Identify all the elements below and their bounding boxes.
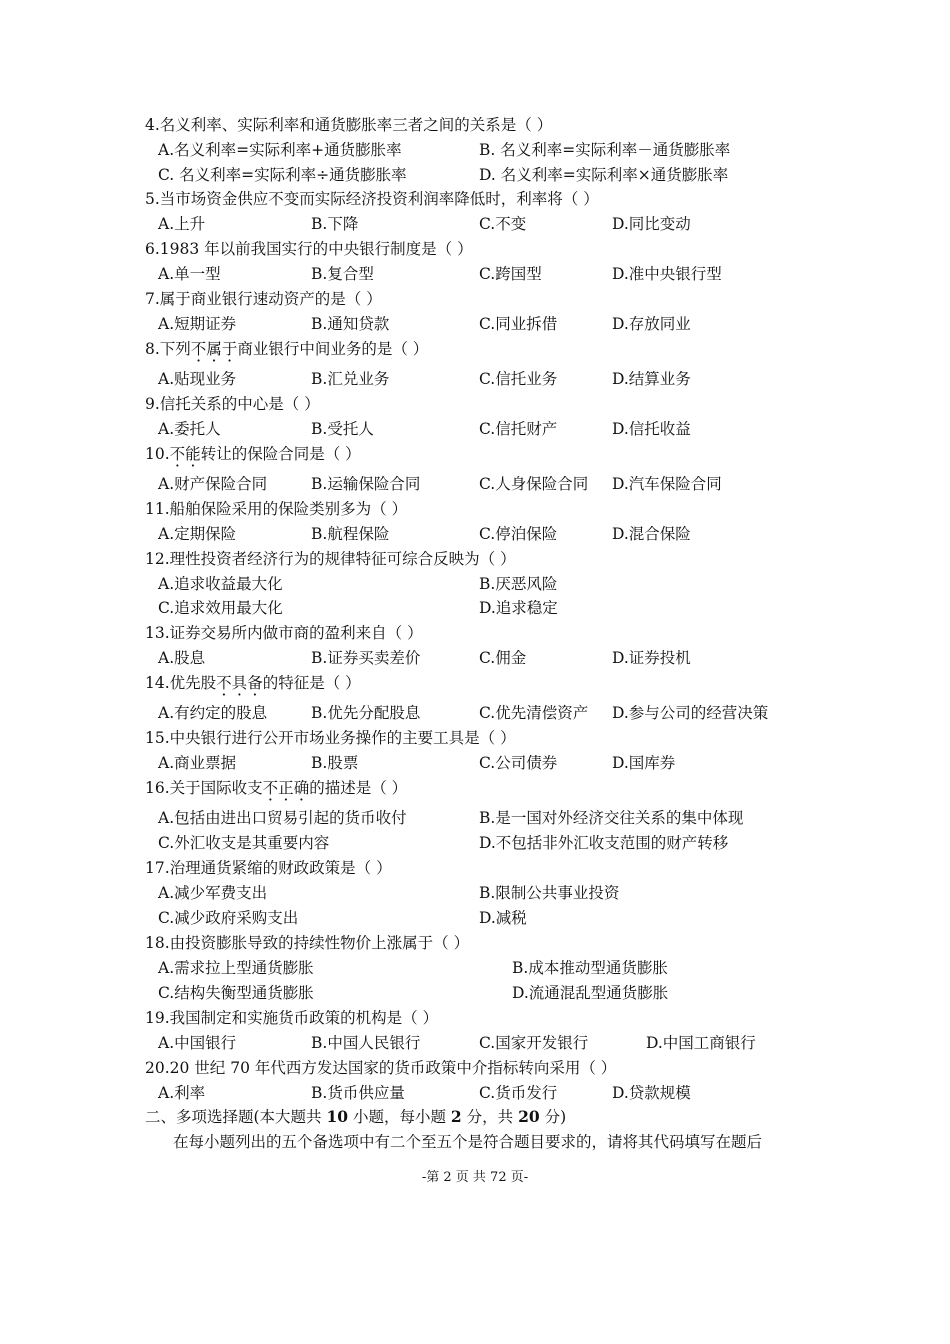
question-9-option-a: A.委托人 — [158, 420, 221, 438]
question-18-option-c: C.结构失衡型通货膨胀 — [158, 984, 314, 1002]
stem-text: 的特征是（ ） — [262, 674, 361, 692]
stem-text: 14.优先股 — [145, 674, 217, 692]
question-4-option-c: C. 名义利率=实际利率÷通货膨胀率 — [158, 166, 407, 184]
question-8-option-d: D.结算业务 — [612, 370, 691, 388]
question-19-option-d: D.中国工商银行 — [646, 1034, 756, 1052]
question-14-option-b: B.优先分配股息 — [311, 704, 421, 722]
question-8-option-c: C.信托业务 — [479, 370, 558, 388]
question-20-option-a: A.利率 — [158, 1084, 206, 1102]
question-14-stem — [145, 673, 361, 693]
question-4-option-a: A.名义利率=实际利率+通货膨胀率 — [158, 141, 402, 159]
question-18-stem: 18.由投资膨胀导致的持续性物价上涨属于（ ） — [145, 934, 470, 952]
section-instruction: 在每小题列出的五个备选项中有二个至五个是符合题目要求的，请将其代码填写在题后 — [173, 1133, 763, 1151]
question-20-option-d: D.贷款规模 — [612, 1084, 691, 1102]
stem-text: 8.下列 — [145, 340, 191, 358]
question-17-option-d: D.减税 — [479, 909, 527, 927]
question-7-option-c: C.同业拆借 — [479, 315, 558, 333]
emphasis-char: 属 — [206, 340, 222, 358]
question-13-option-a: A.股息 — [158, 649, 206, 667]
question-11-option-d: D.混合保险 — [612, 525, 691, 543]
emphasis-char: 不 — [216, 674, 232, 692]
question-4-option-d: D. 名义利率=实际利率×通货膨胀率 — [479, 166, 729, 184]
question-8-stem — [145, 339, 428, 359]
heading-text: 小题，每小题 — [348, 1108, 451, 1126]
question-6-option-b: B.复合型 — [311, 265, 374, 283]
emphasis-char: 确 — [293, 779, 310, 797]
emphasis-char: 正 — [278, 779, 294, 797]
emphasis-char: 具 — [231, 674, 248, 692]
question-20-option-b: B.货币供应量 — [311, 1084, 405, 1102]
question-20-stem: 20.20 世纪 70 年代西方发达国家的货币政策中介指标转向采用（ ） — [145, 1059, 617, 1077]
question-5-option-b: B.下降 — [311, 215, 359, 233]
question-19-option-c: C.国家开发银行 — [479, 1034, 589, 1052]
stem-text: 转让的保险合同是（ ） — [200, 445, 361, 463]
question-15-option-b: B.股票 — [311, 754, 359, 772]
question-9-option-b: B.受托人 — [311, 420, 374, 438]
question-19-stem: 19.我国制定和实施货币政策的机构是（ ） — [145, 1009, 439, 1027]
stem-text: 10. — [145, 445, 170, 463]
question-9-option-c: C.信托财产 — [479, 420, 558, 438]
question-10-option-c: C.人身保险合同 — [479, 475, 589, 493]
emphasis-char: 能 — [185, 445, 201, 463]
question-16-option-a: A.包括由进出口贸易引起的货币收付 — [158, 809, 407, 827]
question-7-option-b: B.通知贷款 — [311, 315, 390, 333]
question-6-option-d: D.准中央银行型 — [612, 265, 722, 283]
page-footer: -第 2 页 共 72 页- — [421, 1170, 529, 1185]
question-11-option-c: C.停泊保险 — [479, 525, 558, 543]
question-15-stem: 15.中央银行进行公开市场业务操作的主要工具是（ ） — [145, 729, 516, 747]
question-13-option-d: D.证券投机 — [612, 649, 691, 667]
question-10-option-d: D.汽车保险合同 — [612, 475, 722, 493]
stem-text: 商业银行中间业务的是（ ） — [237, 340, 429, 358]
question-18-option-d: D.流通混乱型通货膨胀 — [512, 984, 669, 1002]
question-6-option-c: C.跨国型 — [479, 265, 542, 283]
question-4-stem: 4.名义利率、实际利率和通货膨胀率三者之间的关系是（ ） — [145, 116, 553, 134]
heading-number: 10 — [326, 1107, 349, 1126]
question-13-option-c: C.佣金 — [479, 649, 527, 667]
emphasis-char: 不 — [262, 779, 279, 797]
question-16-stem — [145, 778, 407, 798]
heading-text: 分，共 — [461, 1108, 519, 1126]
question-20-option-c: C.货币发行 — [479, 1084, 558, 1102]
question-17-option-b: B.限制公共事业投资 — [479, 884, 620, 902]
question-16-option-b: B.是一国对外经济交往关系的集中体现 — [479, 809, 744, 827]
question-7-option-a: A.短期证券 — [158, 315, 237, 333]
question-7-stem: 7.属于商业银行速动资产的是（ ） — [145, 290, 382, 308]
question-4-option-b: B. 名义利率=实际利率－通货膨胀率 — [479, 141, 731, 159]
stem-text: 的描述是（ ） — [309, 779, 408, 797]
question-15-option-d: D.国库券 — [612, 754, 676, 772]
question-12-stem: 12.理性投资者经济行为的规律特征可综合反映为（ ） — [145, 550, 516, 568]
question-13-stem: 13.证券交易所内做市商的盈利来自（ ） — [145, 624, 423, 642]
question-17-option-a: A.减少军费支出 — [158, 884, 268, 902]
question-18-option-b: B.成本推动型通货膨胀 — [512, 959, 668, 977]
question-10-option-b: B.运输保险合同 — [311, 475, 421, 493]
stem-text: 16.关于国际收支 — [145, 779, 263, 797]
question-5-stem: 5.当市场资金供应不变而实际经济投资利润率降低时，利率将（ ） — [145, 190, 599, 208]
question-12-option-d: D.追求稳定 — [479, 599, 558, 617]
question-19-option-a: A.中国银行 — [158, 1034, 237, 1052]
question-11-stem: 11.船舶保险采用的保险类别多为（ ） — [145, 500, 408, 518]
question-8-option-a: A.贴现业务 — [158, 370, 237, 388]
question-14-option-a: A.有约定的股息 — [158, 704, 268, 722]
question-16-option-d: D.不包括非外汇收支范围的财产转移 — [479, 834, 729, 852]
question-18-option-a: A.需求拉上型通货膨胀 — [158, 959, 314, 977]
heading-text: 二、多项选择题(本大题共 — [145, 1108, 327, 1126]
emphasis-char: 备 — [247, 674, 263, 692]
question-19-option-b: B.中国人民银行 — [311, 1034, 421, 1052]
question-5-option-a: A.上升 — [158, 215, 206, 233]
question-6-option-a: A.单一型 — [158, 265, 221, 283]
heading-number: 20 — [518, 1107, 540, 1126]
question-5-option-d: D.同比变动 — [612, 215, 691, 233]
emphasis-char: 于 — [221, 340, 238, 358]
heading-number: 2 — [450, 1107, 462, 1126]
question-17-option-c: C.减少政府采购支出 — [158, 909, 299, 927]
question-6-stem: 6.1983 年以前我国实行的中央银行制度是（ ） — [145, 240, 473, 258]
question-9-stem: 9.信托关系的中心是（ ） — [145, 395, 320, 413]
question-14-option-d: D.参与公司的经营决策 — [612, 704, 769, 722]
question-12-option-c: C.追求效用最大化 — [158, 599, 283, 617]
emphasis-char: 不 — [190, 340, 207, 358]
heading-text: 分) — [539, 1108, 567, 1126]
question-17-stem: 17.治理通货紧缩的财政政策是（ ） — [145, 859, 392, 877]
question-16-option-c: C.外汇收支是其重要内容 — [158, 834, 330, 852]
question-13-option-b: B.证券买卖差价 — [311, 649, 421, 667]
question-7-option-d: D.存放同业 — [612, 315, 691, 333]
question-12-option-b: B.厌恶风险 — [479, 575, 558, 593]
section-heading — [145, 1107, 566, 1127]
question-15-option-c: C.公司债券 — [479, 754, 558, 772]
question-10-stem — [145, 444, 361, 464]
question-14-option-c: C.优先清偿资产 — [479, 704, 589, 722]
question-11-option-b: B.航程保险 — [311, 525, 390, 543]
question-9-option-d: D.信托收益 — [612, 420, 691, 438]
question-12-option-a: A.追求收益最大化 — [158, 575, 283, 593]
question-5-option-c: C.不变 — [479, 215, 527, 233]
emphasis-char: 不 — [169, 445, 186, 463]
question-11-option-a: A.定期保险 — [158, 525, 237, 543]
question-10-option-a: A.财产保险合同 — [158, 475, 268, 493]
question-8-option-b: B.汇兑业务 — [311, 370, 390, 388]
question-15-option-a: A.商业票据 — [158, 754, 237, 772]
